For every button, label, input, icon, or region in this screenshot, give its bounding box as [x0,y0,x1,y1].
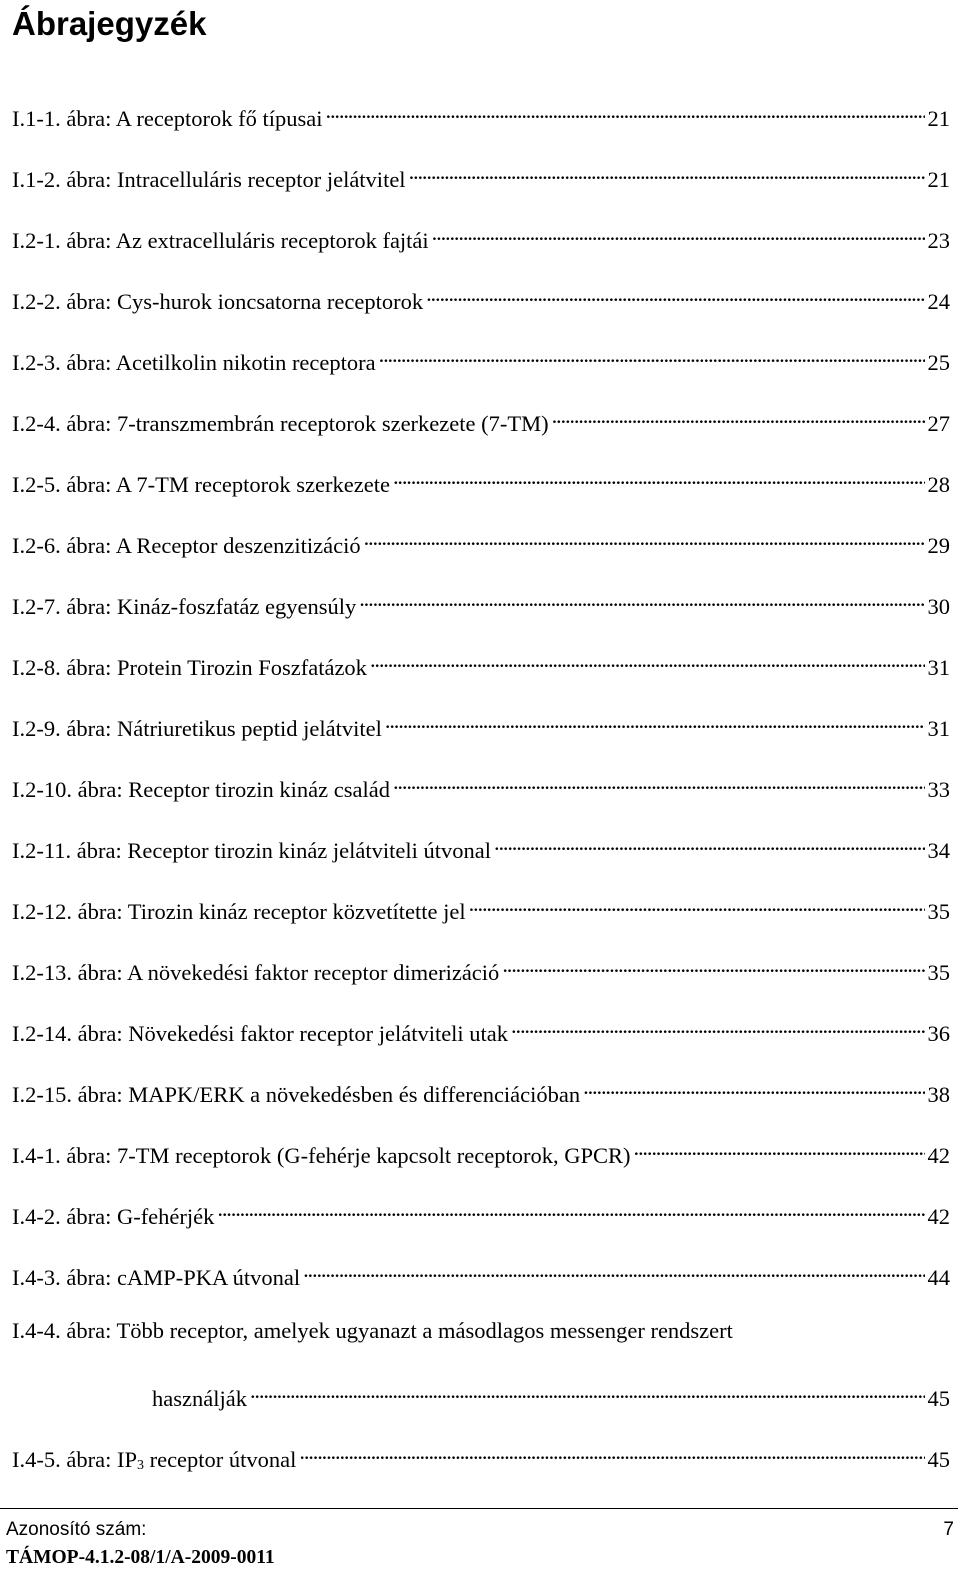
toc-entry[interactable] [12,462,950,497]
toc-entry[interactable] [12,1072,950,1107]
toc-entry-page: 35 [927,899,950,924]
toc-entry-page: 44 [927,1265,950,1290]
toc-entry-title-line2: használják [152,1386,247,1411]
toc-entry-page: 42 [927,1143,950,1168]
toc-entry[interactable] [12,96,950,131]
toc-entry[interactable] [12,950,950,985]
toc-entry[interactable] [12,218,950,253]
toc-entry-page: 42 [927,1204,950,1229]
dot-leader [552,401,925,431]
toc-entry-title-line1: I.4-4. ábra: Több receptor, amelyek ugyanazt a másodlagos messenger rendszert [12,1318,733,1343]
toc-entry-page: 30 [927,594,950,619]
dot-leader [359,584,924,614]
toc-entry-title: I.2-7. ábra: Kináz-foszfatáz egyensúly [12,594,357,619]
toc-entry-page: 25 [927,350,950,375]
dot-leader [250,1376,925,1406]
toc-entry-title: I.2-1. ábra: Az extracelluláris receptorok fajtái [12,228,429,253]
dot-leader [583,1072,924,1102]
toc-entry[interactable] [12,584,950,619]
toc-entry-page: 31 [927,655,950,680]
toc-entry-page: 21 [927,167,950,192]
toc-entry[interactable] [12,1437,950,1473]
dot-leader [385,706,925,736]
dot-leader [299,1437,924,1467]
dot-leader [494,828,925,858]
dot-leader [426,279,924,309]
toc-entry-page: 34 [927,838,950,863]
toc-entry-page: 31 [927,716,950,741]
dot-leader [409,157,925,187]
page-title: Ábrajegyzék [12,5,207,42]
toc-entry-page: 35 [927,960,950,985]
toc-entry-title: I.2-13. ábra: A növekedési faktor receptor dimerizáció [12,960,500,985]
toc-entry-title-suffix: receptor útvonal [143,1447,297,1472]
dot-leader [217,1194,924,1224]
toc-entry-title: I.2-14. ábra: Növekedési faktor receptor jelátviteli utak [12,1021,509,1046]
toc-entry-page: 33 [927,777,950,802]
toc-entry[interactable] [12,706,950,741]
toc-entry-page: 28 [927,472,950,497]
footer-id-label: Azonosító szám: [6,1519,147,1540]
toc-entry-page: 45 [927,1386,950,1411]
toc-entry[interactable] [12,828,950,863]
toc-entry-page: 29 [927,533,950,558]
toc-entry-title: I.1-2. ábra: Intracelluláris receptor jelátvitel [12,167,406,192]
dot-leader [469,889,925,919]
footer-divider [0,1508,958,1509]
toc-entry-title: I.2-4. ábra: 7-transzmembrán receptorok szerkezete (7-TM) [12,411,549,436]
toc-entry-page: 21 [927,106,950,131]
toc-entry[interactable] [12,889,950,924]
toc-entry[interactable] [12,340,950,375]
dot-leader [370,645,925,675]
toc-entry-title: I.2-2. ábra: Cys-hurok ioncsatorna receptorok [12,289,424,314]
toc-entry[interactable] [12,645,950,680]
toc-entry-title: I.2-12. ábra: Tirozin kináz receptor közvetítette jel [12,899,466,924]
footer-project-code: TÁMOP-4.1.2-08/1/A-2009-0011 [6,1547,275,1568]
toc-entry[interactable] [12,401,950,436]
toc-entry-continuation[interactable] [152,1376,950,1411]
dot-leader [393,462,925,492]
toc-entry-page: 45 [927,1447,950,1472]
toc-entry-title-prefix: I.4-5. ábra: IP [12,1447,137,1472]
toc-entry[interactable] [12,1011,950,1046]
toc-entry[interactable] [12,279,950,314]
toc-entry[interactable] [12,1255,950,1290]
toc-entry-title: I.1-1. ábra: A receptorok fő típusai [12,106,323,131]
dot-leader [379,340,925,370]
toc-entry-title: I.4-1. ábra: 7-TM receptorok (G-fehérje kapcsolt receptorok, GPCR) [12,1143,631,1168]
toc-entry-title: I.2-6. ábra: A Receptor deszenzitizáció [12,533,361,558]
dot-leader [432,218,925,248]
toc-entry-page: 23 [927,228,950,253]
footer-page-number: 7 [943,1519,954,1540]
toc-entry-page: 36 [927,1021,950,1046]
dot-leader [511,1011,924,1041]
toc-entry[interactable] [12,157,950,192]
dot-leader [303,1255,924,1285]
toc-entry-title: I.2-11. ábra: Receptor tirozin kináz jelátviteli útvonal [12,838,491,863]
toc-entry-title: I.2-5. ábra: A 7-TM receptorok szerkezete [12,472,390,497]
toc-entry-title: I.2-3. ábra: Acetilkolin nikotin receptora [12,350,376,375]
dot-leader [393,767,925,797]
toc-entry-title [12,1445,296,1475]
toc-entry-page: 24 [927,289,950,314]
toc-entry-title: I.2-10. ábra: Receptor tirozin kináz család [12,777,390,802]
toc-entry-title: I.4-2. ábra: G-fehérjék [12,1204,215,1229]
dot-leader [502,950,924,980]
toc-entry-title: I.4-3. ábra: cAMP-PKA útvonal [12,1265,301,1290]
toc-entry-page: 38 [927,1082,950,1107]
toc-entry-title: I.2-9. ábra: Nátriuretikus peptid jelátvitel [12,716,382,741]
toc-entry-title: I.2-15. ábra: MAPK/ERK a növekedésben és differenciációban [12,1082,581,1107]
subscript: 3 [136,1458,144,1473]
toc-entry-multiline[interactable] [12,1316,950,1346]
toc-entry-title: I.2-8. ábra: Protein Tirozin Foszfatázok [12,655,367,680]
dot-leader [326,96,925,126]
toc-entry[interactable] [12,1133,950,1168]
toc-entry[interactable] [12,523,950,558]
toc-entry[interactable] [12,767,950,802]
toc-entry-page: 27 [927,411,950,436]
toc-entry[interactable] [12,1194,950,1229]
dot-leader [634,1133,925,1163]
dot-leader [364,523,925,553]
